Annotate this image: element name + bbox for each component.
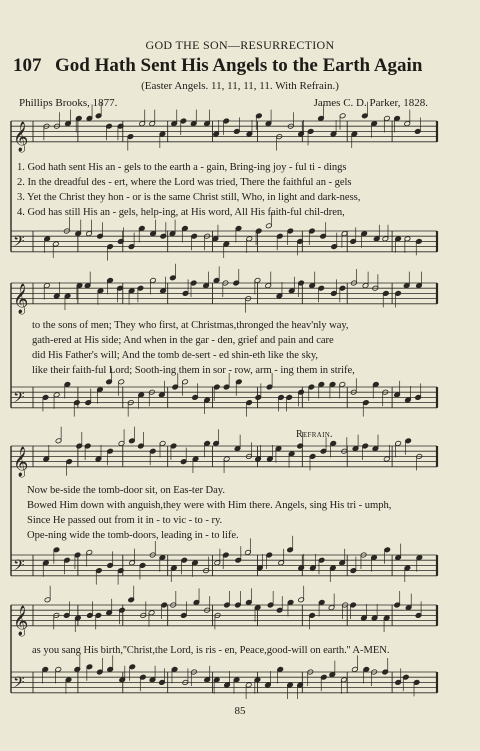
lyric-line: gath-ered at His side; And when in the gar - den, grief and pain and care [32, 335, 334, 346]
page-number: 85 [234, 705, 246, 717]
hymn-title: God Hath Sent His Angels to the Earth Again [55, 55, 423, 76]
treble-clef-icon: 𝄞 [13, 283, 29, 314]
bass-clef-icon: 𝄢 [13, 232, 25, 254]
lyric-line: to the sons of men; They who first, at Christmas,thronged the heav'nly way, [32, 320, 349, 331]
tune-name-meter: (Easter Angels. 11, 11, 11, 11. With Refrain.) [141, 80, 339, 92]
refrain-label: Refrain. [296, 429, 333, 440]
lyric-line: 2. In the dreadful des - ert, where the Lord was tried, There the faithful an - gels [17, 177, 352, 188]
lyric-line: Since He passed out from it in - to vic - to - ry. [27, 515, 223, 526]
lyric-line: 1. God hath sent His an - gels to the earth a - gain, Bring-ing joy - ful ti - dings [17, 162, 347, 173]
bass-clef-icon: 𝄢 [13, 673, 25, 695]
lyric-line: as you sang His birth,''Christ,the Lord, is ris - en, Peace,good-will on earth.'' A-MEN. [32, 645, 390, 656]
lyric-line: like their faith-ful Lord; Sooth-ing them in sor - row, arm - ing them in strife, [32, 365, 355, 376]
bass-clef-icon: 𝄢 [13, 556, 25, 578]
bass-clef-icon: 𝄢 [13, 388, 25, 410]
composer-credit: James C. D. Parker, 1828. [313, 97, 428, 109]
hymn-number: 107 [13, 55, 42, 76]
treble-clef-icon: 𝄞 [13, 605, 29, 636]
lyric-line: 3. Yet the Christ they hon - or is the same Christ still, Who, in light and dark-ness, [17, 192, 361, 203]
treble-clef-icon: 𝄞 [13, 446, 29, 477]
lyric-line: Ope-ning wide the tomb-doors, leading in - to life. [27, 530, 239, 541]
lyric-line: Bowed Him down with anguish,they were with Him there. Angels, sing His tri - umph, [27, 500, 392, 511]
section-heading: GOD THE SON—RESURRECTION [145, 38, 335, 52]
lyric-line: did His Father's will; And the tomb de-sert - ed shin-eth like the sky, [32, 350, 319, 361]
treble-clef-icon: 𝄞 [13, 121, 29, 152]
lyric-line: 4. God has still His an - gels, help-ing, at His word, All His faith-ful chil-dren, [17, 207, 345, 218]
author-credit: Phillips Brooks, 1877. [19, 97, 118, 109]
lyric-line: Now be-side the tomb-door sit, on Eas-ter Day. [27, 485, 225, 496]
